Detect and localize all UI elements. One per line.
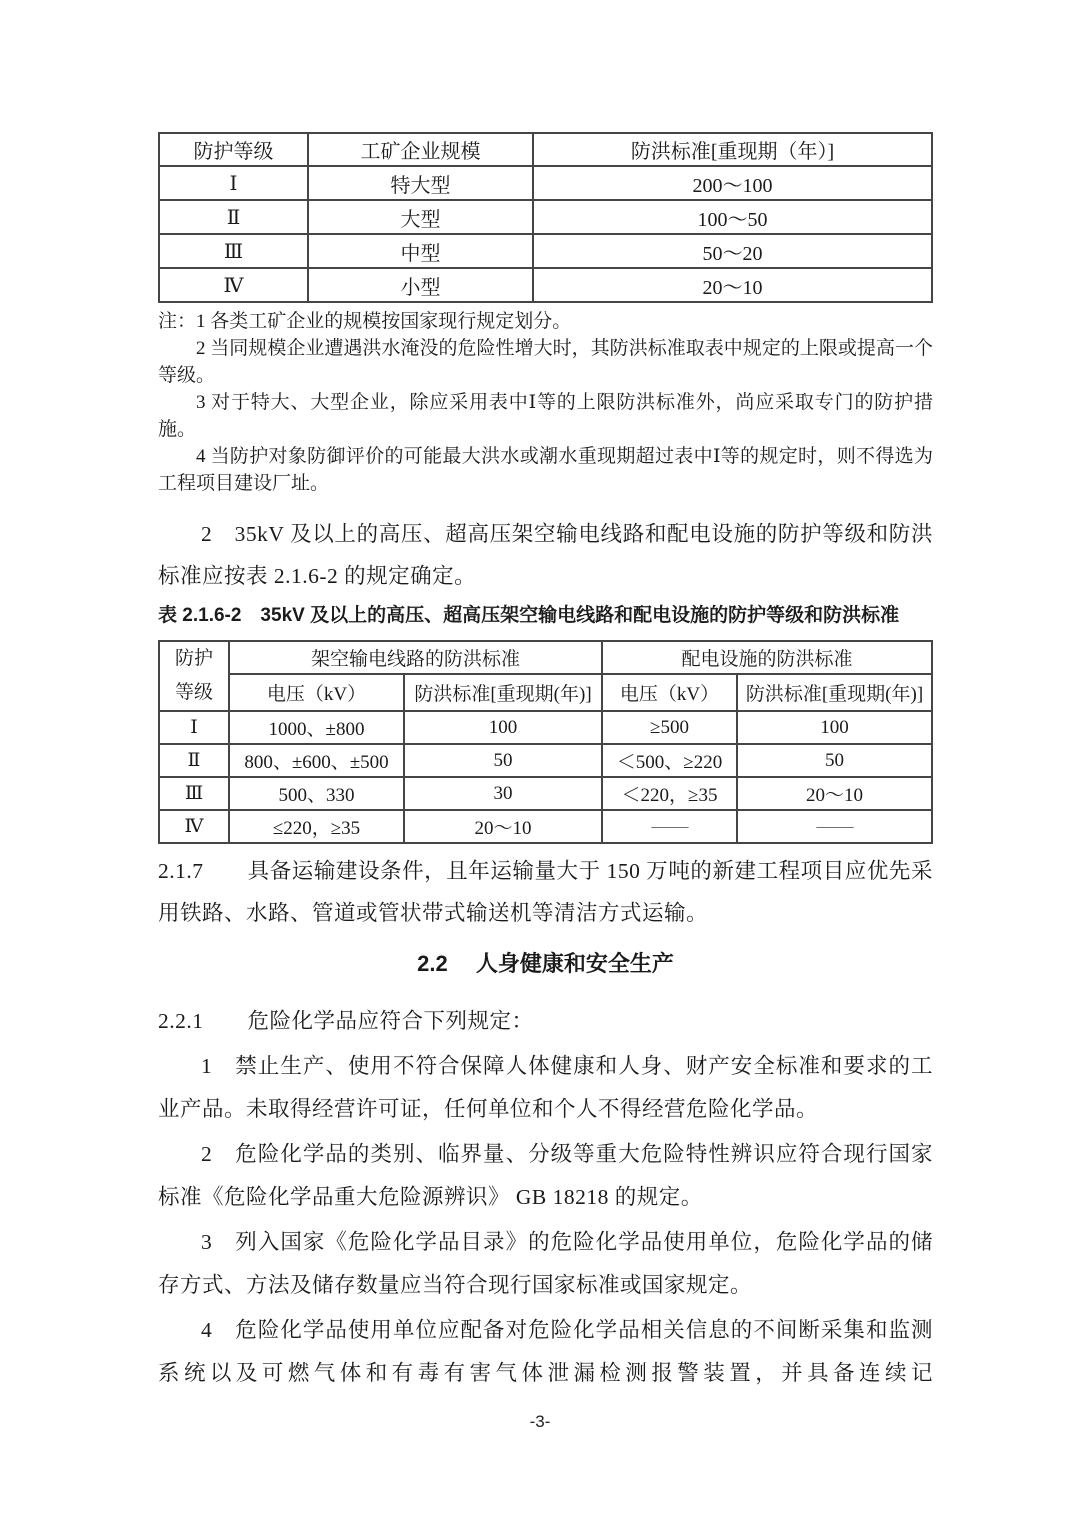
table-row xyxy=(159,777,932,810)
standard-cell: 50 xyxy=(737,744,932,777)
clause-2-2-1-item-1: 1 禁止生产、使用不符合保障人体健康和人身、财产安全标准和要求的工业产品。未取得经营许可证，任何单位和个人不得经营危险化学品。 xyxy=(158,1054,933,1121)
table-row xyxy=(159,166,932,200)
voltage-cell: 800、±600、±500 xyxy=(229,744,404,777)
standard-cell: 50 xyxy=(404,744,602,777)
grade-cell: Ⅱ xyxy=(159,200,308,234)
standard-cell-empty: —— xyxy=(737,810,932,843)
sub-header-standard: 防洪标准[重现期(年)] xyxy=(404,674,602,711)
clause-2-2-1-item-4: 4 危险化学品使用单位应配备对危险化学品相关信息的不间断采集和监测系统以及可燃气体和有毒有害气体泄漏检测报警装置，并具备连续记 xyxy=(158,1318,933,1385)
table-notes xyxy=(158,308,933,497)
scale-cell: 大型 xyxy=(308,200,533,234)
column-header-standard: 防洪标准[重现期（年）] xyxy=(533,133,932,166)
grade-cell: Ⅲ xyxy=(159,234,308,268)
column-header-scale: 工矿企业规模 xyxy=(308,133,533,166)
clause-2-1-7: 2.1.7 具备运输建设条件，且年运输量大于 150 万吨的新建工程项目应优先采用铁路、水路、管道或管状带式输送机等清洁方式运输。 xyxy=(158,859,933,925)
grade-cell: Ⅰ xyxy=(159,166,308,200)
grade-cell: Ⅰ xyxy=(159,711,229,744)
table-sub-header-row xyxy=(159,674,932,711)
sub-header-voltage: 电压（kV） xyxy=(602,674,737,711)
table-row xyxy=(159,711,932,744)
page-content xyxy=(158,132,933,1395)
standard-cell: 30 xyxy=(404,777,602,810)
section-heading-2-2: 2.2 人身健康和安全生产 xyxy=(417,951,674,976)
sub-header-standard: 防洪标准[重现期(年)] xyxy=(737,674,932,711)
clause-2-2-1: 2.2.1 危险化学品应符合下列规定： xyxy=(158,1009,534,1033)
scale-cell: 小型 xyxy=(308,268,533,302)
table-row xyxy=(159,200,932,234)
standard-cell: 200～100 xyxy=(533,166,932,200)
group-header-overhead-lines: 架空输电线路的防洪标准 xyxy=(229,641,602,674)
grade-cell: Ⅳ xyxy=(159,810,229,843)
column-header-grade: 防护等级 xyxy=(159,133,308,166)
table-row xyxy=(159,268,932,302)
standard-cell: 100～50 xyxy=(533,200,932,234)
clause-2-2-1-item-3: 3 列入国家《危险化学品目录》的危险化学品使用单位，危险化学品的储存方式、方法及储存数量应当符合现行国家标准或国家规定。 xyxy=(158,1230,933,1297)
grade-header-line2: 等级 xyxy=(174,682,213,703)
table-industrial-flood-standard xyxy=(158,132,933,303)
table-header-row xyxy=(159,133,932,166)
voltage-cell: ≤220，≥35 xyxy=(229,810,404,843)
scale-cell: 中型 xyxy=(308,234,533,268)
voltage-cell: 1000、±800 xyxy=(229,711,404,744)
table-caption-2-1-6-2: 表 2.1.6-2 35kV 及以上的高压、超高压架空输电线路和配电设施的防护等级和防洪标准 xyxy=(158,605,900,626)
column-header-grade xyxy=(159,641,229,711)
page-number: -3- xyxy=(529,1412,551,1431)
voltage-cell: ＜220，≥35 xyxy=(602,777,737,810)
paragraph-item-2-35kv: 2 35kV 及以上的高压、超高压架空输电线路和配电设施的防护等级和防洪标准应按表 2.1.6-2 的规定确定。 xyxy=(158,522,933,588)
table-row xyxy=(159,810,932,843)
note-2: 2 当同规模企业遭遇洪水淹没的危险性增大时，其防洪标准取表中规定的上限或提高一个等级。 xyxy=(158,338,933,386)
table-group-header-row xyxy=(159,641,932,674)
grade-cell: Ⅳ xyxy=(159,268,308,302)
grade-cell: Ⅲ xyxy=(159,777,229,810)
voltage-cell: 500、330 xyxy=(229,777,404,810)
scale-cell: 特大型 xyxy=(308,166,533,200)
table-row xyxy=(159,744,932,777)
note-4: 4 当防护对象防御评价的可能最大洪水或潮水重现期超过表中Ⅰ等的规定时，则不得选为工程项目建设厂址。 xyxy=(158,446,933,494)
table-row xyxy=(159,234,932,268)
standard-cell: 20～10 xyxy=(533,268,932,302)
standard-cell: 50～20 xyxy=(533,234,932,268)
standard-cell: 20～10 xyxy=(404,810,602,843)
group-header-distribution: 配电设施的防洪标准 xyxy=(602,641,932,674)
standard-cell: 100 xyxy=(737,711,932,744)
note-1: 注：1 各类工矿企业的规模按国家现行规定划分。 xyxy=(158,311,572,332)
standard-cell: 20～10 xyxy=(737,777,932,810)
voltage-cell: ＜500、≥220 xyxy=(602,744,737,777)
sub-header-voltage: 电压（kV） xyxy=(229,674,404,711)
note-3: 3 对于特大、大型企业，除应采用表中Ⅰ等的上限防洪标准外，尚应采取专门的防护措施。 xyxy=(158,392,933,440)
grade-cell: Ⅱ xyxy=(159,744,229,777)
voltage-cell: ≥500 xyxy=(602,711,737,744)
voltage-cell-empty: —— xyxy=(602,810,737,843)
table-transmission-flood-standard xyxy=(158,640,933,844)
grade-header-line1: 防护 xyxy=(174,648,213,669)
standard-cell: 100 xyxy=(404,711,602,744)
clause-2-2-1-item-2: 2 危险化学品的类别、临界量、分级等重大危险特性辨识应符合现行国家标准《危险化学品重大危险源辨识》 GB 18218 的规定。 xyxy=(158,1142,933,1209)
